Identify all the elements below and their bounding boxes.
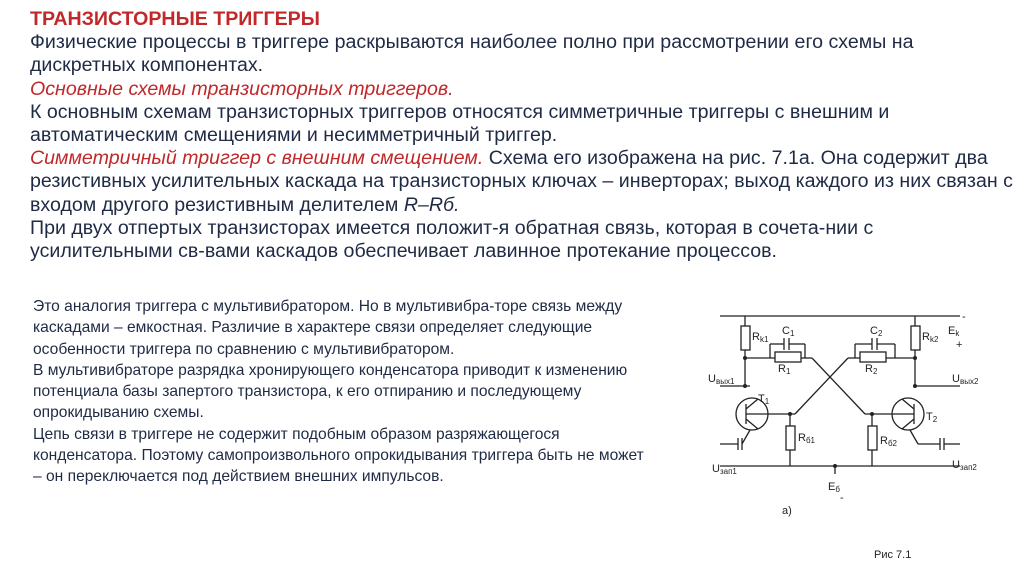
label-rb1: Rб1 — [798, 432, 815, 445]
label-t1: T1 — [758, 393, 770, 406]
resistor-rk1 — [741, 326, 750, 350]
label-uzap2: Uзап2 — [952, 459, 977, 472]
label-rk2: Rk2 — [922, 331, 939, 344]
paragraph-2: К основным схемам транзисторных триггеров относятся симметричные триггеры с внешним и автоматическим смещениями и несимметричный триггер. — [30, 100, 890, 147]
figure-caption: Рис 7.1 — [874, 549, 912, 561]
top-text-block — [8, 8, 1018, 263]
paragraph-1: Физические процессы в триггере раскрываются наиболее полно при рассмотрении его схемы на дискретных компонентах. — [30, 31, 914, 77]
label-eb: Еб — [828, 481, 840, 494]
resistor-rb2 — [868, 426, 877, 450]
left-paragraph-3: Цепь связи в триггере не содержит подобным образом разряжающегося конденсатора. Поэтому самопроизвольного опрокидывания триггера быть не может – он переключается под действием внешних импульсов. — [33, 425, 644, 486]
page-title: ТРАНЗИСТОРНЫЕ ТРИГГЕРЫ — [30, 8, 320, 30]
subheading: Основные схемы транзисторных триггеров. — [30, 77, 454, 100]
label-uvyx2: Uвых2 — [952, 373, 979, 386]
left-paragraph-2: В мультивибраторе разрядка хронирующего конденсатора приводит к изменению потенциала базы запертого транзистора, к его отпиранию и последующему опрокидыванию схемы. — [33, 361, 628, 422]
label-c2: C2 — [870, 325, 883, 338]
paragraph-3-italic: Симметричный триггер с внешним смещением. — [30, 147, 484, 170]
label-r1: R1 — [778, 363, 791, 376]
label-eb-minus: - — [840, 492, 844, 504]
resistor-r2 — [860, 352, 886, 362]
label-rb2: Rб2 — [880, 435, 897, 448]
trigger-circuit-diagram — [690, 296, 1010, 571]
paragraph-3-text: Схема его изображена на рис. 7.1а. Она содержит два резистивных усилительных каскада на транзисторных ключах – инверторах; выход каждого из них связан с входом другого резистивным делителем — [30, 147, 1013, 216]
resistor-r1 — [775, 352, 801, 362]
resistor-rb1 — [786, 426, 795, 450]
left-paragraph-1: Это аналогия триггера с мультивибратором. Но в мультивибра-торе связь между каскадами – емкостная. Различие в характере связи определяет следующие особенности триггера по сравнению с мультивибратором. — [33, 298, 623, 358]
paragraph-3-end: R–Rб. — [403, 193, 460, 216]
paragraph-4: При двух отпертых транзисторах имеется положит-я обратная связь, которая в сочета-нии с усилительными св-вами каскадов обеспечивает лавинное протекание процессов. — [30, 216, 874, 263]
label-t2: T2 — [926, 411, 938, 424]
label-uzap1: Uзап1 — [712, 463, 737, 476]
label-r2: R2 — [865, 363, 878, 376]
label-fig-a: а) — [782, 505, 792, 517]
resistor-rk2 — [911, 326, 920, 350]
label-rk1: Rk1 — [752, 331, 769, 344]
label-uvyx1: Uвых1 — [708, 373, 735, 386]
label-top-minus: - — [962, 311, 966, 323]
left-text-block — [8, 296, 648, 488]
label-ek: Ek — [948, 325, 960, 338]
label-c1: C1 — [782, 325, 795, 338]
paragraph-3 — [8, 147, 1018, 217]
label-top-plus: + — [956, 339, 963, 351]
